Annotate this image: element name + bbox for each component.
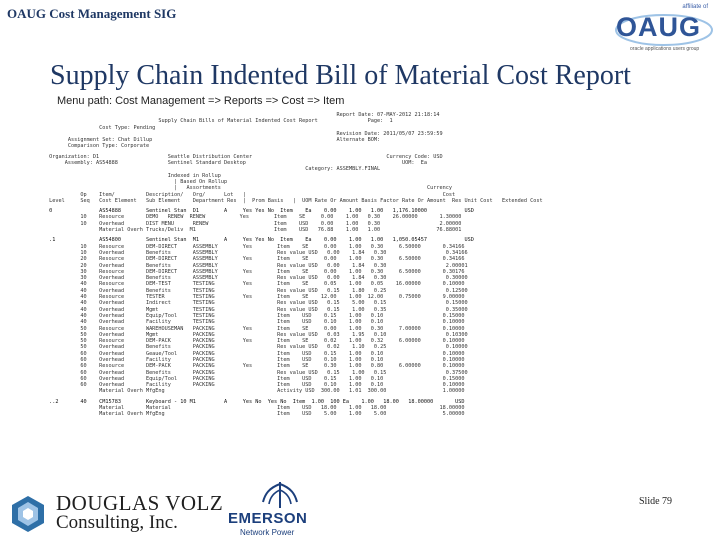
slide-title: Supply Chain Indented Bill of Material Cost Report: [50, 60, 631, 91]
menu-path: Menu path: Cost Management => Reports => Cost => Item: [57, 95, 345, 107]
report-line: 10 Overhead Benefits ASSEMBLY Res value USD 0.00 1.84 0.30 0.34166: [46, 249, 468, 256]
report-line: 30 Resource DEM-DIRECT ASSEMBLY Yes Item SE 0.00 1.00 0.30 6.50000 0.30176: [46, 268, 465, 275]
oaug-affiliate-text: affiliate of: [682, 4, 708, 10]
report-line: Comparison Type: Corporate: [46, 143, 150, 150]
emerson-subtitle: Network Power: [240, 528, 295, 537]
report-line: Organization: D1 Seattle Distribution Center Currency Code: USD: [46, 153, 443, 160]
report-line: 10 Overhead DIST MENU RENEW Item USD 0.00 1.00 0.30 2.00000: [46, 220, 462, 227]
emerson-name: EMERSON: [228, 510, 308, 527]
douglas-volz-name: DOUGLAS VOLZ: [56, 491, 224, 515]
report-line: Category: ASSEMBLY.FINAL: [46, 166, 381, 173]
report-screenshot: [46, 112, 686, 467]
report-line: 60 Overhead Facility PACKING Item USD 0.10 1.00 0.10 0.10000: [46, 356, 465, 363]
report-line: 60 Resource DEM-PACK PACKING Yes Item SE 0.30 1.00 0.80 6.00000 0.10000: [46, 363, 465, 370]
report-line: Report Date: 07-MAY-2012 21:18:14: [46, 112, 440, 118]
report-line: Material Material Item USD 18.00 1.00 18.00 18.00000: [46, 405, 465, 412]
slide-number: Slide 79: [639, 496, 673, 507]
report-line: Material Overh Trucks/Deliv M1 Item USD 76.88 1.00 1.00 76.88001: [46, 227, 462, 234]
report-line: 40 Overhead Facility TESTING Item USD 0.10 1.00 0.10 0.10000: [46, 319, 465, 326]
report-line: Assignment Set: Chat Dillup Alternate BOM:: [46, 137, 381, 144]
report-line: Supply Chain Bills of Material Indented Cost Report Page: 1: [46, 118, 393, 125]
report-line: 40 Resource DEM-TEST TESTING Yes Item SE 0.05 1.00 0.05 16.00000 0.10000: [46, 281, 465, 288]
report-line: 60 Overhead Facility PACKING Item USD 0.10 1.00 0.10 0.10000: [46, 382, 465, 389]
report-line: Indexed in Rollup: [46, 172, 221, 179]
report-line: 40 Overhead Benefits TESTING Res value USD 0.15 1.80 0.25 0.12500: [46, 287, 468, 294]
report-line: 40 Overhead Indirect TESTING Res value USD 0.15 5.00 0.15 0.15000: [46, 300, 468, 307]
douglas-volz-logo: [8, 490, 224, 536]
report-line: 10 Resource DEMO RENEW RENEW Yes Item SE 0.00 1.00 0.30 26.00000 1.30000: [46, 214, 462, 221]
report-line: Material Overh MfgEng Item USD 5.00 1.00 5.00 5.00000: [46, 411, 465, 418]
report-line: 60 Overhead Benefits PACKING Res value USD 0.15 1.00 0.15 0.37500: [46, 369, 468, 376]
report-line: 20 Overhead Benefits ASSEMBLY Res value USD 0.00 1.84 0.30 2.00001: [46, 262, 468, 269]
report-line: 40 Resource TESTER TESTING Yes Item SE 12.00 1.00 12.00 0.75000 9.00000: [46, 294, 465, 301]
report-line: Op Item/ Description/ Org/ Lot | Cost: [46, 191, 456, 198]
report-line: Cost Type: Pending: [46, 124, 156, 131]
report-line: Level Seq Cost Element Sub Element Department Res | Prom Basis | UOM Rate Or Amount Basis Factor Rate Or Amount Res Unit Cost Extended Cost: [46, 197, 543, 204]
report-line: ..2 40 CM15783 Keyboard - 10 M1 A Yes No Yes No Item 1.00 100 Ea 1.00 18.00 18.00000 USD: [46, 398, 465, 405]
report-line: .1 AS54800 Sentinel Stan M1 A Yes Yes No Item Ea 0.00 1.00 1.00 1,050.05457 USD: [46, 237, 474, 244]
douglas-volz-subtitle: Consulting, Inc.: [56, 512, 178, 533]
report-line: 50 Overhead Benefits PACKING Res value USD 0.02 1.10 0.25 0.10000: [46, 344, 468, 351]
report-line: 10 Resource DEM-DIRECT ASSEMBLY Yes Item SE 0.00 1.00 0.30 6.50000 0.34166: [46, 243, 465, 250]
report-line: 60 Overhead Geaue/Tool PACKING Item USD 0.15 1.00 0.10 0.10000: [46, 350, 465, 357]
report-line: 60 Overhead Equip/Tool PACKING Item USD 0.15 1.00 0.10 0.15000: [46, 375, 465, 382]
report-line: 30 Overhead Benefits ASSEMBLY Res value USD 0.00 1.84 0.30 0.30000: [46, 275, 468, 282]
oaug-logo: [612, 4, 716, 60]
emerson-mark-icon: [259, 480, 301, 510]
emerson-logo: [226, 480, 336, 538]
sig-header: OAUG Cost Management SIG: [7, 6, 177, 21]
report-line: Assembly: AS54888 Sentinel Standard Desktop UOM: Ea: [46, 160, 428, 167]
report-line: 50 Resource WAREHOUSEMAN PACKING Yes Item SE 0.00 1.00 0.30 7.00000 0.10000: [46, 325, 465, 332]
report-line: Revision Date: 2011/05/07 23:59:59: [46, 130, 443, 137]
report-line: 50 Resource DEM-PACK PACKING Yes Item SE 0.02 1.00 0.32 6.00000 0.10000: [46, 338, 465, 345]
report-line: 40 Overhead Equip/Tool TESTING Item USD 0.15 1.00 0.10 0.15000: [46, 312, 465, 319]
report-line: | Based On Rollup: [46, 178, 228, 185]
report-line: Material Overh MfgEng Activity USD 300.00 1.01 300.00 1.00000: [46, 388, 465, 395]
report-line: 40 Overhead Mgmt TESTING Res value USD 0.15 1.00 0.35 0.35000: [46, 306, 468, 313]
douglas-volz-mark-icon: [8, 494, 48, 534]
report-line: | Assortments Currency: [46, 185, 453, 192]
oaug-wordmark: OAUG: [616, 12, 701, 42]
report-line: 0 AS54888 Sentinel Stan D1 A Yes Yes No Item Ea 0.00 1.00 1.00 1,176.10000 USD: [46, 208, 474, 215]
report-line: 50 Overhead Mgmt PACKING Res value USD 0.03 1.95 0.10 0.10300: [46, 331, 468, 338]
oaug-tagline: oracle applications users group: [630, 46, 700, 52]
report-line: 20 Resource DEM-DIRECT ASSEMBLY Yes Item SE 0.00 1.00 0.30 6.50000 0.34166: [46, 256, 465, 263]
